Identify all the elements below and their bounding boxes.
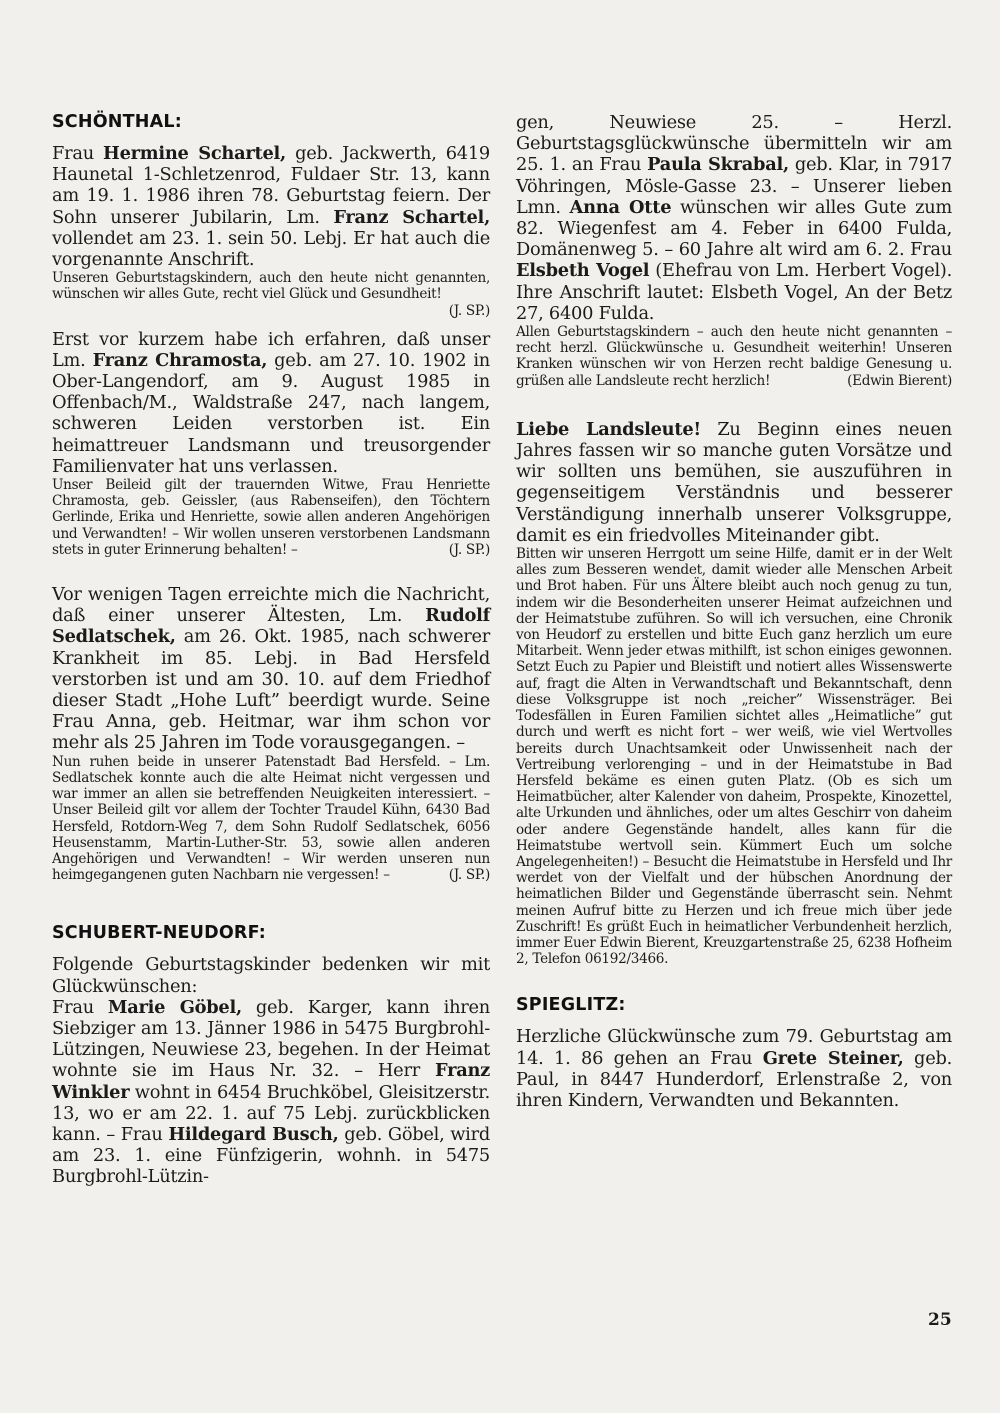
sedlatschek-condolence-note: [52, 754, 490, 884]
chramosta-condolence-note: [52, 477, 490, 558]
author-signature: (Edwin Bierent): [847, 372, 952, 389]
text-run: (Ehefrau von Lm. Herbert Vogel). Ihre Anschrift lautet: Elsbeth Vogel, An der Betz 27, 6400 Fulda.: [516, 260, 952, 324]
person-name: Anna Otte: [569, 196, 672, 218]
text-run: geb. am 27. 10. 1902 in Ober-Langendorf, am 9. August 1985 in Offenbach/M., Waldstraße 247, nach langem, schweren Leiden verstorben ist. Ein heimattreuer Landsmann und treusorgender Familienvater hat uns verlassen.: [52, 349, 490, 477]
appeal-paragraph: [516, 419, 952, 546]
person-name: Elsbeth Vogel: [516, 260, 650, 282]
spieglitz-birthday-paragraph: [516, 1026, 952, 1111]
person-name: Franz Chramosta,: [92, 349, 268, 371]
appeal-salutation: Liebe Landsleute!: [516, 418, 701, 440]
text-run: geb. Klar, in 7917 Vöhringen, Mösle-Gasse 23. – Unserer lieben Lmn.: [516, 154, 953, 218]
schubert-greeting-note: [516, 324, 952, 389]
person-name: Franz Winkler: [52, 1060, 490, 1103]
chramosta-obituary-paragraph: [52, 329, 490, 477]
person-name: Franz Schartel,: [333, 206, 491, 228]
person-name: Hermine Schartel,: [103, 143, 286, 164]
person-name: Rudolf Sedlatschek,: [52, 605, 490, 648]
note-text: Unseren Geburtstagskindern, auch den heute nicht genannten, wünschen wir alles Gute, recht viel Glück und Gesundheit!: [52, 270, 490, 303]
note-text: Nun ruhen beide in unserer Patenstadt Bad Hersfeld. – Lm. Sedlatschek konnte auch die alte Heimat nicht vergessen und war immer an allen sie betreffenden Neuigkeiten interessiert. – Unser Beileid gilt vor allem der Tochter Traudel Kühn, 6430 Bad Hersfeld, Rotdorn-Weg 7, dem Sohn Rudolf Sedlatschek, 6056 Heusenstamm, Martin-Luther-Str. 53, sowie allen anderen Angehörigen und Verwandten! – Wir werden unseren nun heimgegangenen guten Nachbarn nie vergessen! –: [52, 753, 490, 884]
appeal-note: Bitten wir unseren Herrgott um seine Hilfe, damit er in der Welt alles zum Besseren wendet, damit wieder alle Menschen Arbeit und Brot haben. Für uns Ältere bleibt auch noch genug zu tun, indem wir die Besonderheiten unserer Heimat aufzeichnen und der Heimatstube zuführen. So will ich versuchen, eine Chronik von Heudorf zu erstellen und bitte Euch ganz herzlich um eure Mitarbeit. Wenn jeder etwas mithilft, ist schon einiges gewonnen. Setzt Euch zu Papier und Bleistift und notiert alles Wissenswerte auf, fragt die Alten in Verwandtschaft und Bekanntschaft, denn diese Volksgruppe ist noch „reicher” Wissensträger. Bei Todesfällen in Euren Familien sichtet alles „Heimatliche” gut durch und werft es nicht fort – wer weiß, wie viel Wertvolles bereits durch Unachtsamkeit oder Unwissenheit nach der Vertreibung verlorenging – und in der Heimatstube in Bad Hersfeld bekäme es einen guten Platz. (Ob es sich um Heimatbücher, alter Kalender von daheim, Prospekte, Kinozettel, alte Urkunden und ähnliches, oder um altes Geschirr von daheim oder andere Gegenstände handelt, alles kann für die Heimatstube wertvoll sein. Kümmert Euch um solche Angelegenheiten!) – Besucht die Heimatstube in Hersfeld und Ihr werdet von der Vielfalt und der hübschen Anordnung der heimatlichen Bilder und Gegenstände überrascht sein. Nehmt meinen Aufruf bitte zu Herzen und ich freue mich über jede Zuschrift! Es grüßt Euch in heimatlicher Verbundenheit herzlich, immer Euer Edwin Bierent, Kreuzgartenstraße 25, 6238 Hofheim 2, Telefon 06192/3466.: [516, 546, 952, 968]
schoenthal-birthday-note: [52, 270, 490, 319]
text-run: vollendet am 23. 1. sein 50. Lebj. Er hat auch die vorgenannte Anschrift.: [52, 227, 490, 271]
author-signature: (J. SP.): [448, 302, 490, 319]
text-run: geb. Göbel, wird am 23. 1. eine Fünfzigerin, wohnh. in 5475 Burgbrohl-Lützin-: [52, 1123, 491, 1188]
text-run: Vor wenigen Tagen erreichte mich die Nachricht, daß einer unserer Ältesten, Lm.: [52, 584, 490, 627]
sedlatschek-obituary-paragraph: [52, 584, 490, 754]
text-run: geb. Paul, in 8447 Hunderdorf, Erlenstraße 2, von ihren Kindern, Verwandten und Bekannten.: [516, 1047, 952, 1111]
person-name: Paula Skrabal,: [647, 154, 789, 176]
text-run: am 26. Okt. 1985, nach schwerer Krankheit im 85. Lebj. in Bad Hersfeld verstorben ist und am 30. 10. auf dem Friedhof dieser Stadt „Hohe Luft” beerdigt wurde. Seine Frau Anna, geb. Heitmar, war ihm schon vor mehr als 25 Jahren im Tode vorausgegangen. –: [52, 626, 490, 754]
text-run: Erst vor kurzem habe ich erfahren, daß unser Lm.: [52, 328, 490, 371]
section-heading-spieglitz: SPIEGLITZ:: [516, 995, 626, 1016]
person-name: Marie Göbel,: [107, 996, 242, 1018]
text-run: Zu Beginn eines neuen Jahres fassen wir so manche guten Vorsätze und wir sollten uns bemühen, sie auszuführen in gegenseitigem Verständnis und besserer Verständigung innerhalb unserer Volksgruppe, damit es ein friedvolles Miteinander gibt.: [516, 418, 952, 546]
page-number: 25: [928, 1310, 952, 1330]
author-signature: (J. SP.): [448, 541, 490, 558]
text-run: Frau: [52, 143, 104, 164]
section-heading-schoenthal: SCHÖNTHAL:: [52, 112, 182, 132]
text-run: gen, Neuwiese 25. – Herzl. Geburtstagsglückwünsche übermitteln wir am 25. 1. an Frau: [516, 112, 952, 176]
text-run: geb. Jackwerth, 6419 Haunetal 1-Schletzenrod, Fuldaer Str. 13, kann am 19. 1. 1986 ihren 78. Geburtstag feiern. Der Sohn unserer Jubilarin, Lm.: [52, 143, 490, 228]
section-heading-schubert-neudorf: SCHUBERT-NEUDORF:: [52, 923, 266, 944]
schubert-intro: Folgende Geburtstagskinder bedenken wir mit Glückwünschen:: [52, 954, 490, 997]
text-run: Frau: [52, 996, 108, 1018]
note-text: Allen Geburtstagskindern – auch den heute nicht genannten – recht herzl. Glückwünsche u. Gesundheit weiterhin! Unseren Kranken wünschen wir von Herzen recht baldige Genesung u. grüßen alle Landsleute recht herzlich!: [516, 324, 952, 389]
schoenthal-birthday-paragraph: [52, 143, 490, 270]
right-column: [516, 112, 952, 1111]
author-signature: (J. SP.): [448, 867, 490, 884]
schubert-birthday-paragraph: [52, 997, 490, 1188]
text-run: Herzliche Glückwünsche zum 79. Geburtstag am 14. 1. 86 gehen an Frau: [516, 1026, 952, 1069]
schubert-continued-paragraph: [516, 112, 952, 324]
person-name: Hildegard Busch,: [168, 1123, 339, 1145]
text-run: geb. Karger, kann ihren Siebziger am 13. Jänner 1986 in 5475 Burgbrohl-Lützingen, Neuwiese 23, begehen. In der Heimat wohnte sie im Haus Nr. 32. – Herr: [52, 996, 490, 1082]
text-run: wünschen wir alles Gute zum 82. Wiegenfest am 4. Feber in 6400 Fulda, Domänenweg 5. – 60 Jahre alt wird am 6. 2. Frau: [516, 196, 953, 261]
text-run: wohnt in 6454 Bruchköbel, Gleisitzerstr. 13, wo er am 22. 1. auf 75 Lebj. zurückblicken kann. – Frau: [52, 1081, 490, 1145]
left-column: [52, 112, 490, 1188]
person-name: Grete Steiner,: [762, 1047, 904, 1069]
note-text: Unser Beileid gilt der trauernden Witwe, Frau Henriette Chramosta, geb. Geissler, (aus Rabenseifen), den Töchtern Gerlinde, Erika und Henriette, sowie allen anderen Angehörigen und Verwandten! – Wir wollen unseren verstorbenen Landsmann stets in guter Erinnerung behalten! –: [52, 477, 490, 558]
